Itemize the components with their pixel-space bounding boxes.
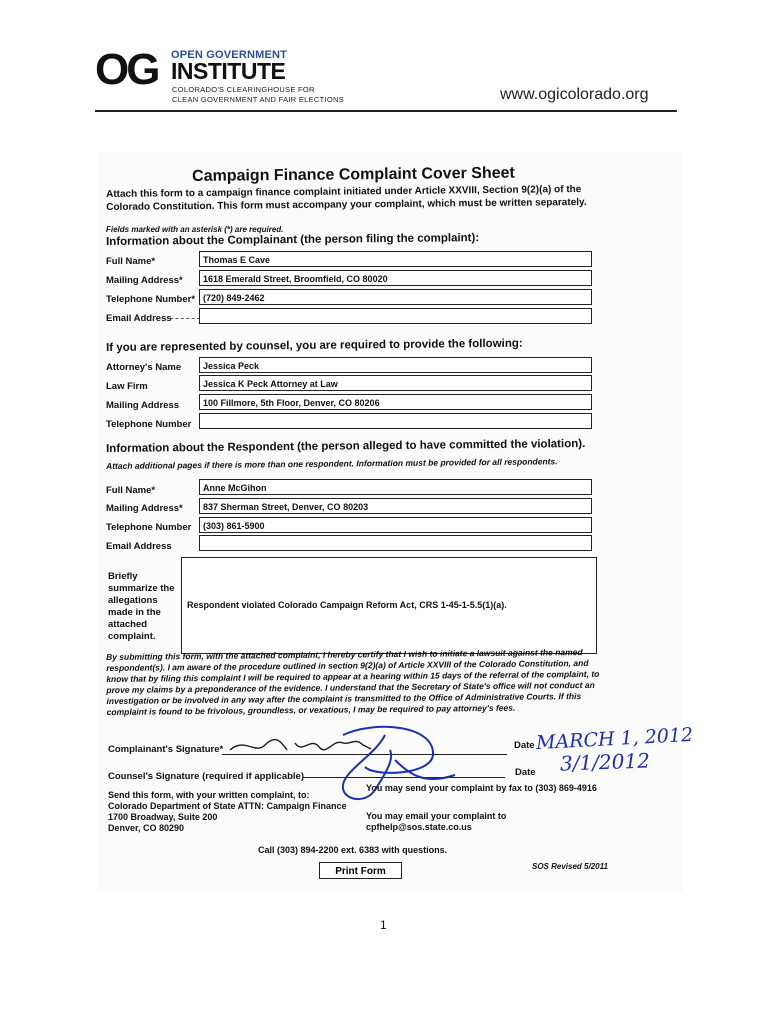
email-leader-line [170, 318, 200, 319]
email-note-text: You may email your complaint to [366, 811, 507, 821]
counsel-phone-field[interactable] [199, 413, 592, 429]
counsel-phone-label: Telephone Number [106, 419, 192, 430]
logo-tagline-1: COLORADO'S CLEARINGHOUSE FOR [172, 85, 315, 94]
respondent-address-field[interactable]: 837 Sherman Street, Denver, CO 80203 [199, 498, 592, 514]
email-note [366, 811, 506, 833]
counsel-address-field[interactable]: 100 Fillmore, 5th Floor, Denver, CO 80206 [199, 394, 592, 410]
revision-note: SOS Revised 5/2011 [532, 862, 608, 871]
send-line: 1700 Broadway, Suite 200 [108, 812, 218, 822]
date-label-2: Date [515, 767, 536, 778]
complainant-address-field[interactable]: 1618 Emerald Street, Broomfield, CO 80020 [199, 270, 592, 286]
send-instructions [108, 790, 347, 834]
handwritten-date-1: MARCH 1, 2012 [535, 723, 694, 755]
print-form-button[interactable]: Print Form [319, 862, 402, 879]
respondent-address-label: Mailing Address* [106, 503, 183, 514]
attorney-name-label: Attorney's Name [106, 362, 182, 373]
counsel-address-label: Mailing Address [106, 400, 180, 411]
respondent-phone-field[interactable]: (303) 861-5900 [199, 517, 592, 533]
form-title: Campaign Finance Complaint Cover Sheet [192, 164, 515, 185]
page-number: 1 [380, 918, 387, 932]
complainant-name-label: Full Name* [106, 256, 156, 267]
certification-text: By submitting this form, with the attached complaint, I hereby certify that I wish to initiate a lawsuit against the named respondent(s). I am aware of the procedure outlined in section 9(2)(a) of Article XXVIII of the Colorado Constitution, and know that by filing this complaint I will be required to appear at a hearing within 15 days of the referral of the complaint, to prove my claims by a preponderance of the evidence. I understand that the Secretary of State's office will not conduct an investigation or be involved in any way after the complaint is transmitted to the Office of Administrative Courts. If this complaint is found to be frivolous, groundless, or vexatious, I may be required to pay attorney's fees. [106, 647, 600, 717]
send-line: Send this form, with your written complaint, to: [108, 790, 310, 800]
respondent-email-label: Email Address [106, 541, 172, 552]
send-line: Denver, CO 80290 [108, 823, 185, 833]
handwritten-date-2: 3/1/2012 [559, 748, 651, 776]
counsel-signature-label: Counsel's Signature (required if applicable) [108, 771, 304, 782]
respondent-name-label: Full Name* [106, 485, 156, 496]
logo-letters: OG [95, 46, 158, 90]
respondent-phone-label: Telephone Number [106, 522, 192, 533]
complainant-name-field[interactable]: Thomas E Cave [199, 251, 592, 267]
fax-note: You may send your complaint by fax to (303) 869-4916 [366, 783, 597, 793]
complainant-signature-label: Complainant's Signature* [108, 744, 224, 755]
complainant-email-label: Email Address [106, 313, 172, 324]
complainant-address-label: Mailing Address* [106, 275, 183, 286]
summary-label: Briefly summarize the allegations made in the attached complaint. [108, 571, 175, 642]
complainant-phone-field[interactable]: (720) 849-2462 [199, 289, 592, 305]
summary-text: Respondent violated Colorado Campaign Reform Act, CRS 1-45-1-5.5(1)(a). [187, 600, 507, 610]
respondent-name-field[interactable]: Anne McGihon [199, 479, 592, 495]
law-firm-label: Law Firm [106, 381, 148, 392]
call-note: Call (303) 894-2200 ext. 6383 with questions. [258, 845, 448, 855]
logo-institute: INSTITUTE [171, 58, 286, 84]
og-logo-icon [95, 46, 165, 90]
date-label-1: Date [514, 740, 535, 751]
respondent-subheading: Attach additional pages if there is more than one respondent. Information must be provided for all respondents. [106, 456, 558, 471]
header-divider [95, 110, 677, 112]
complainant-email-field[interactable] [199, 308, 592, 324]
complainant-phone-label: Telephone Number* [106, 294, 196, 305]
logo-open-government: OPEN GOVERNMENT [171, 49, 288, 61]
law-firm-field[interactable]: Jessica K Peck Attorney at Law [199, 375, 592, 391]
required-note: Fields marked with an asterisk (*) are required. [106, 225, 284, 234]
form-intro: Attach this form to a campaign finance complaint initiated under Article XXVIII, Section 9(2)(a) of the Colorado Constitution. This form must accompany your complaint, which must be written separately. [106, 184, 587, 213]
complainant-heading: Information about the Complainant (the person filing the complaint): [106, 232, 480, 248]
counsel-heading: If you are represented by counsel, you are required to provide the following: [106, 337, 523, 354]
attorney-name-field[interactable]: Jessica Peck [199, 357, 592, 373]
site-url-link[interactable]: www.ogicolorado.org [500, 86, 649, 103]
logo-tagline-2: CLEAN GOVERNMENT AND FAIR ELECTIONS [172, 95, 345, 104]
respondent-heading: Information about the Respondent (the person alleged to have committed the violation). [106, 437, 586, 455]
send-line: Colorado Department of State ATTN: Campaign Finance [108, 801, 347, 811]
complaint-email-link[interactable]: cpfhelp@sos.state.co.us [366, 822, 472, 832]
respondent-email-field[interactable] [199, 535, 592, 551]
